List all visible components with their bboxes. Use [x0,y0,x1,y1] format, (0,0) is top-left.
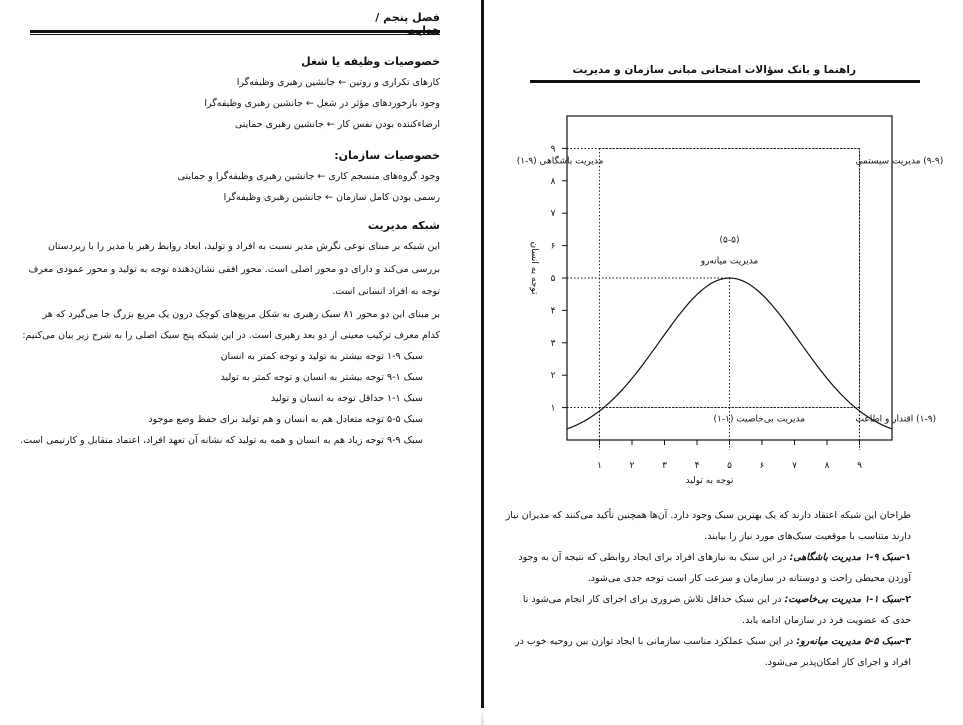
para2-line: کدام معرف ترکیب معینی از دو بعد رهبری است. در این شبکه پنج سبک اصلی را به شرح زیر بیان می‌کنیم: [22,330,440,341]
job-item: کارهای تکراری و روتین ← جانشین رهبری وظیفه‌گرا [236,77,440,88]
style-item: سبک ۱-۹ توجه بیشتر به انسان و توجه کمتر به تولید [220,372,423,383]
item-title: سبک ۹-۱ مدیریت باشگاهی: [789,552,902,563]
x-tick-label: ۴ [694,461,700,471]
series-line [567,278,892,429]
item-text: افراد و اجرای کار امکان‌پذیر می‌شود. [764,657,911,668]
label-middle-code: (۵-۵) [719,235,740,246]
label-team: (۹-۹) مدیریت سیستمی [855,156,944,167]
item-title: سبک ۱-۱ مدیریت بی‌خاصیت: [784,594,902,605]
y-axis-title: توجه به انسان [529,241,539,295]
list-item [523,589,911,631]
para1-line: بررسی می‌کند و دارای دو محور اصلی است. محور افقی نشان‌دهنده توجه به تولید و محور عمودی معرف [28,264,440,275]
item-text: در این سبک به نیازهای افراد برای ایجاد روابطی که نتیجه آن به وجود [518,552,790,563]
x-tick-label: ۲ [629,461,635,471]
y-tick-label: ۶ [550,241,556,252]
header-rule-thin [30,34,440,35]
para2-line: بر مبنای این دو محور ۸۱ سبک رهبری به شکل مربع‌های کوچک درون یک مربع بزرگ جا می‌گیرد که هر [42,309,440,320]
org-heading: خصوصیات سازمان: [334,149,440,162]
y-tick-label: ۳ [550,338,556,349]
item-number: ۱- [901,552,911,563]
item-title: سبک ۵-۵ مدیریت میانه‌رو: [796,636,902,647]
managerial-grid-chart [516,110,944,490]
intro-paragraph [501,505,911,547]
y-tick-label: ۲ [550,371,556,382]
x-tick-label: ۱ [597,461,602,471]
style-item: سبک ۵-۵ توجه متعادل هم به انسان و هم تولید برای حفظ وضع موجود [148,414,423,425]
y-tick-label: ۸ [550,176,556,187]
x-tick-label: ۳ [662,461,667,471]
y-tick-label: ۵ [550,274,556,284]
header-rule [30,30,440,33]
job-heading: خصوصیات وظیفه یا شغل [301,55,440,68]
style-item: سبک ۹-۱ توجه بیشتر به تولید و توجه کمتر به انسان [220,351,423,362]
intro-line: طراحان این شبکه اعتقاد دارند که یک بهترین سبک وجود دارد. آن‌ها همچنین تأکید می‌کنند که مدیران نیاز [505,510,911,521]
style-item: سبک ۹-۹ توجه زیاد هم به انسان و همه به تولید که نشانه آن تعهد افراد، اعتماد متقابل و کارتیمی است. [20,435,423,446]
right-page-header: راهنما و بانک سؤالات امتحانی مبانی سازمان و مدیریت [572,64,856,76]
right-header-rule [530,80,920,83]
item-text: در این سبک عملکرد مناسب سازمانی با ایجاد توازن بین روحیه خوب در [515,636,797,647]
item-number: ۲- [901,594,911,605]
para1-line: این شبکه بر مبنای نوعی نگرش مدیر نسبت به افراد و تولید، ابعاد روابط رهبر یا مدیر را با زیردستان [47,241,440,252]
para1-line: توجه به افراد انسانی است. [332,286,440,297]
y-tick-label: ۴ [550,306,556,317]
x-tick-label: ۵ [727,461,732,471]
list-item [515,631,911,673]
x-tick-label: ۹ [857,461,862,471]
y-tick-label: ۱ [550,403,556,414]
list-item [518,547,911,589]
y-tick-label: ۷ [550,209,556,220]
x-axis-title: توجه به تولید [685,476,734,486]
job-item: وجود بازخوردهای مؤثر در شغل ← جانشین رهبری وظیفه‌گرا [204,98,440,109]
x-tick-label: ۷ [792,461,797,471]
item-text: حدی که عضویت فرد در سازمان ادامه یابد. [742,615,911,626]
item-number: ۳- [901,636,911,647]
label-authority: (۱-۹) اقتدار و اطاعت [855,414,937,425]
label-middle-name: مدیریت میانه‌رو [700,256,759,267]
job-item: ارضاءکننده بودن نفس کار ← جانشین رهبری حمایتی [234,119,440,130]
grid-heading: شبکه مدیریت [367,219,440,232]
style-item: سبک ۱-۱ حداقل توجه به انسان و تولید [270,393,423,404]
item-text: آوردن محیطی راحت و دوستانه در سازمان و سرعت کار است توجه جدی می‌شود. [587,573,911,584]
org-item: وجود گروه‌های منسجم کاری ← جانشین رهبری وظیفه‌گرا و حمایتی [177,171,440,182]
x-tick-label: ۸ [824,461,830,471]
x-tick-label: ۶ [759,461,765,471]
org-item: رسمی بودن کامل سازمان ← جانشین رهبری وظیفه‌گرا [223,192,440,203]
item-text: در این سبک حداقل تلاش ضروری برای اجرای کار انجام می‌شود تا [522,594,785,605]
intro-line: دارند متناسب با موقعیت سبک‌های مورد نیاز را بیابند. [704,531,911,542]
label-club: مدیریت باشگاهی (۹-۱) [516,156,604,167]
label-impoverished: مدیریت بی‌خاصیت (۱-۱) [713,414,806,425]
left-page-header: فصل پنجم / [375,11,440,24]
y-tick-label: ۹ [550,144,556,155]
